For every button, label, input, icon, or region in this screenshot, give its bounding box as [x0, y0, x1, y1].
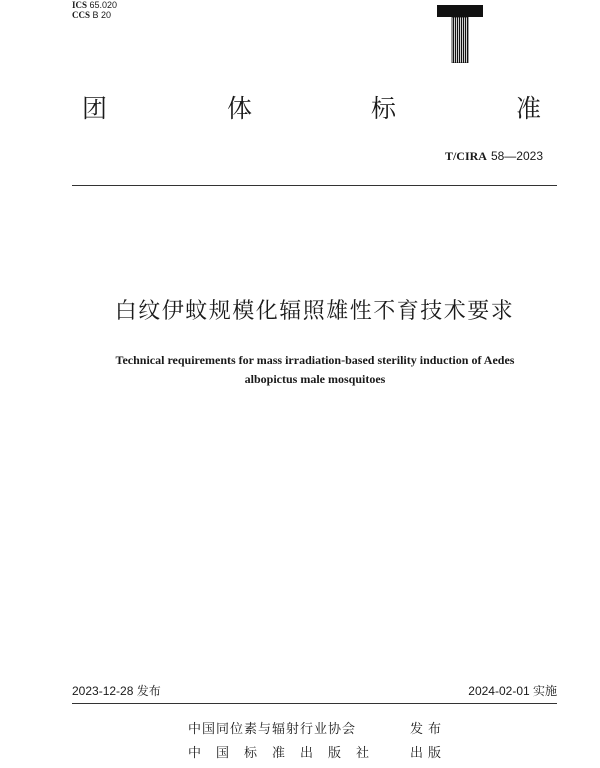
ics-line: ICS 65.020 — [72, 0, 118, 10]
issuing-organization: 中国同位素与辐射行业协会 — [188, 722, 357, 737]
standard-type-char: 标 — [371, 94, 397, 123]
standard-org: T/CIRA — [444, 149, 487, 163]
publishing-press: 中国标准出版社 — [188, 746, 385, 761]
standard-num: 58—2023 — [490, 149, 543, 163]
issue-date: 2023-12-28 发布 — [72, 684, 161, 698]
top-divider — [72, 185, 557, 186]
title-english-line2: albopictus male mosquitoes — [244, 372, 386, 386]
title-english — [60, 351, 570, 389]
ics-code: 65.020 — [89, 0, 118, 10]
letter-t-logo — [437, 5, 483, 63]
standard-type-char: 团 — [82, 94, 108, 123]
ccs-code: B 20 — [92, 10, 112, 20]
classification-codes — [72, 0, 117, 20]
standard-type-heading — [0, 93, 600, 127]
ccs-line: CCS B 20 — [72, 10, 112, 20]
standard-number — [445, 149, 543, 163]
standard-type-char: 体 — [227, 94, 253, 123]
standard-type-char: 准 — [516, 94, 542, 123]
bottom-divider — [72, 703, 557, 704]
title-english-line1: Technical requirements for mass irradiation-based sterility induction of Aedes — [115, 353, 515, 367]
title-chinese: 白纹伊蚊规模化辐照雄性不育技术要求 — [114, 299, 515, 324]
publishing-action: 出版 — [410, 746, 447, 761]
implementation-date: 2024-02-01 实施 — [468, 684, 557, 698]
issuing-action: 发布 — [410, 722, 447, 737]
